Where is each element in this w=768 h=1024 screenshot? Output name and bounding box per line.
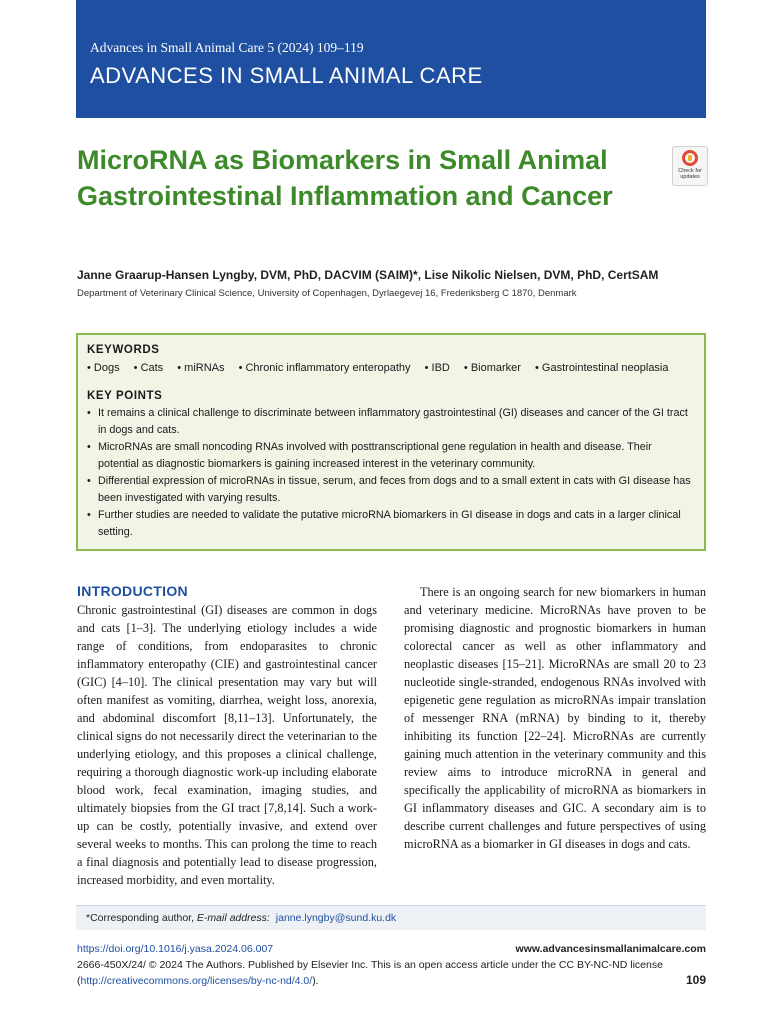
key-point-item: • It remains a clinical challenge to discriminate between inflammatory gastrointestinal (GI) diseases and cancer of the GI tract in dogs and cats. (87, 405, 693, 439)
license-close: ). (312, 975, 319, 987)
keyword-item: • Cats (133, 362, 164, 374)
footnote-label: *Corresponding author, (86, 912, 197, 924)
introduction-paragraph-left: Chronic gastrointestinal (GI) diseases are common in dogs and cats [1–3]. The underlying etiology includes a wide range of conditions, from endoparasites to chronic inflammatory enteropathy (CIE) and gastrointestinal cancer (GIC) [4–10]. The clinical presentation may vary but will often manifest as vomiting, diarrhea, weight loss, anorexia, and abdominal discomfort [8,11–13]. Unfortunately, the clinical signs do not necessarily direct the veterinarian to the underlying etiology, and this proposes a clinical challenge, requiring a thorough diagnostic work-up including elaborate blood work, fecal examination, imaging studies, and ultimately biopsies from the GI tract [7,8,14]. Such a work-up can be costly, potentially invasive, and extend over several weeks to months. This can prolong the time to reach a final diagnosis and potentially lead to disease progression, increased morbidity, and even mortality. (77, 603, 377, 887)
journal-website: www.advancesinsmallanimalcare.com (515, 943, 706, 955)
email-link[interactable]: janne.lyngby@sund.ku.dk (275, 912, 397, 924)
keywords-keypoints-box (76, 333, 706, 551)
journal-banner (76, 0, 706, 118)
check-for-updates-label: Check for updates (678, 168, 702, 180)
key-point-item: • MicroRNAs are small noncoding RNAs involved with posttranscriptional gene regulation in health and disease. Their potential as diagnostic biomarkers is gaining increased interest in the veterinary community. (87, 439, 693, 473)
introduction-heading: INTRODUCTION (77, 583, 188, 599)
journal-name: ADVANCES IN SMALL ANIMAL CARE (90, 63, 483, 88)
key-points-heading: KEY POINTS (87, 390, 163, 402)
doi-link[interactable]: https://doi.org/10.1016/j.yasa.2024.06.007 (77, 943, 274, 955)
license-link-line (77, 975, 319, 987)
license-open-paren: ( (77, 975, 81, 987)
email-label: E-mail address: (196, 912, 270, 924)
affiliation: Department of Veterinary Clinical Science, University of Copenhagen, Dyrlaegevej 16, Frederiksberg C 1870, Denmark (77, 288, 577, 299)
updates-icon (682, 150, 698, 166)
page-number: 109 (685, 973, 706, 987)
keyword-item: • miRNAs (177, 362, 225, 374)
license-link[interactable]: http://creativecommons.org/licenses/by-nc-nd/4.0/ (80, 975, 313, 987)
author-list: Janne Graarup-Hansen Lyngby, DVM, PhD, DACVIM (SAIM)*, Lise Nikolic Nielsen, DVM, PhD, CertSAM (77, 268, 659, 282)
keyword-item: • Chronic inflammatory enteropathy (238, 362, 411, 374)
keyword-item: • Biomarker (463, 362, 521, 374)
key-point-item: • Differential expression of microRNAs in tissue, serum, and feces from dogs and to a small extent in cats with GI disease has been investigated with varying results. (87, 473, 693, 507)
key-point-item: • Further studies are needed to validate the putative microRNA biomarkers in GI disease in dogs and cats in a larger clinical setting. (87, 507, 693, 541)
license-statement: 2666-450X/24/ © 2024 The Authors. Published by Elsevier Inc. This is an open access article under the CC BY-NC-ND license (77, 959, 663, 971)
keywords-heading: KEYWORDS (87, 344, 160, 356)
citation-line: Advances in Small Animal Care 5 (2024) 109–119 (90, 40, 364, 55)
keywords-list (87, 362, 680, 374)
check-for-updates-badge[interactable] (672, 146, 708, 186)
keyword-item: • IBD (424, 362, 450, 374)
introduction-paragraph-right: There is an ongoing search for new biomarkers in human and veterinary medicine. MicroRNAs have proven to be promising diagnostic and prognostic biomarkers in human colorectal cancer as well as other inflammatory and neoplastic diseases [15–21]. MicroRNAs are small 20 to 23 nucleotide single-stranded, endogenous RNAs involved with epigenetic gene regulation as microRNAs impair translation of messenger RNA (mRNA) by binding to it, thereby inhibiting its function [22–24]. MicroRNAs are currently gaining much attention in the veterinary community and this review aims to introduce microRNA in general and specifically the applicability of microRNA as biomarkers in GI inflammatory diseases and GIC. A secondary aim is to describe current challenges and future perspectives of using microRNA as a biomarker in GI diseases in dogs and cats. (404, 585, 706, 851)
key-points-list (87, 405, 693, 541)
keyword-item: • Gastrointestinal neoplasia (535, 362, 669, 374)
corresponding-author-footnote (76, 905, 706, 930)
keyword-item: • Dogs (87, 362, 120, 374)
article-title: MicroRNA as Biomarkers in Small Animal Gastrointestinal Inflammation and Cancer (77, 145, 613, 211)
